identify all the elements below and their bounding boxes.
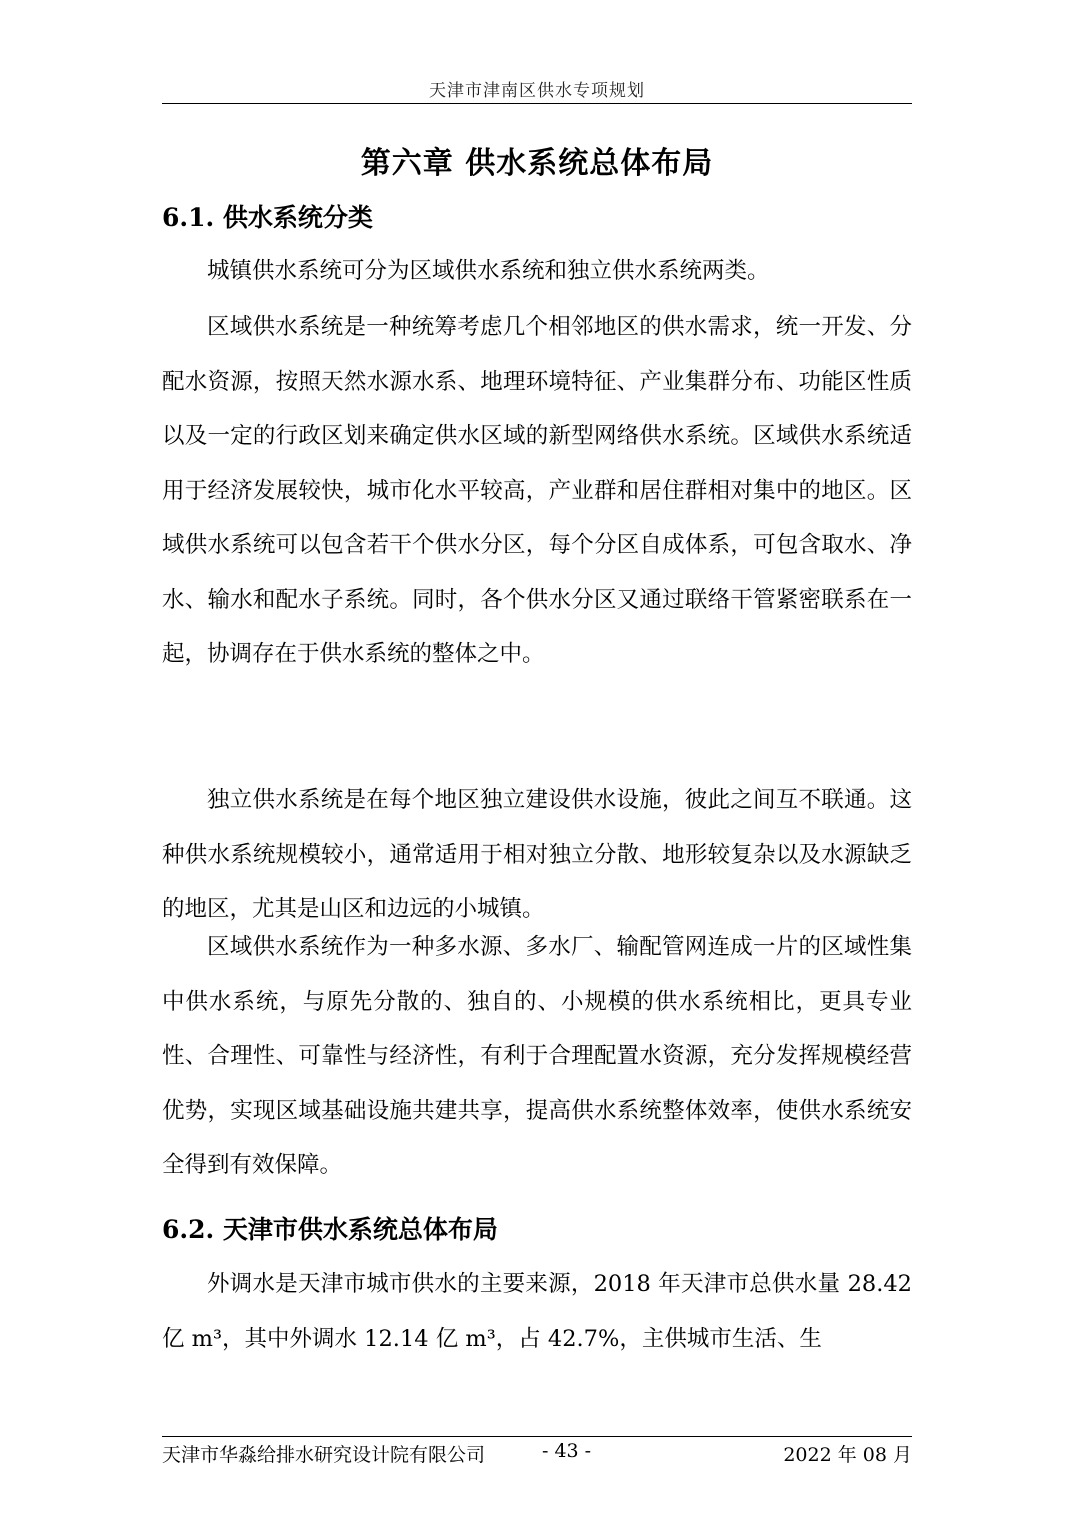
paragraph: 城镇供水系统可分为区域供水系统和独立供水系统两类。 [207, 258, 770, 284]
paragraph: 外调水是天津市城市供水的主要来源，2018 年天津市总供水量 28.42 亿 m³，其中外调水 12.14 亿 m³，占 42.7%，主供城市生活、生 [162, 1271, 912, 1352]
footer-company: 天津市华淼给排水研究设计院有限公司 [162, 1444, 486, 1466]
running-header: 天津市津南区供水专项规划 [429, 81, 645, 101]
footer-divider [162, 1436, 912, 1437]
footer-date: 2022 年 08 月 [783, 1444, 912, 1466]
chapter-title: 第六章 供水系统总体布局 [360, 146, 714, 181]
section-heading-6-1: 6.1. 供水系统分类 [162, 203, 373, 232]
page-number: - 43 - [542, 1440, 592, 1462]
section-heading-6-2: 6.2. 天津市供水系统总体布局 [162, 1215, 498, 1244]
paragraph: 区域供水系统作为一种多水源、多水厂、输配管网连成一片的区域性集中供水系统，与原先分散的、独自的、小规模的供水系统相比，更具专业性、合理性、可靠性与经济性，有利于合理配置水资源，充分发挥规模经营优势，实现区域基础设施共建共享，提高供水系统整体效率，使供水系统安全得到有效保障。 [162, 934, 912, 1178]
header-divider [162, 103, 912, 104]
paragraph: 区域供水系统是一种统筹考虑几个相邻地区的供水需求，统一开发、分配水资源，按照天然水源水系、地理环境特征、产业集群分布、功能区性质以及一定的行政区划来确定供水区域的新型网络供水系统。区域供水系统适用于经济发展较快，城市化水平较高，产业群和居住群相对集中的地区。区域供水系统可以包含若干个供水分区，每个分区自成体系，可包含取水、净水、输水和配水子系统。同时，各个供水分区又通过联络干管紧密联系在一起，协调存在于供水系统的整体之中。 [162, 314, 912, 667]
paragraph: 独立供水系统是在每个地区独立建设供水设施，彼此之间互不联通。这种供水系统规模较小，通常适用于相对独立分散、地形较复杂以及水源缺乏的地区，尤其是山区和边远的小城镇。 [162, 787, 912, 922]
